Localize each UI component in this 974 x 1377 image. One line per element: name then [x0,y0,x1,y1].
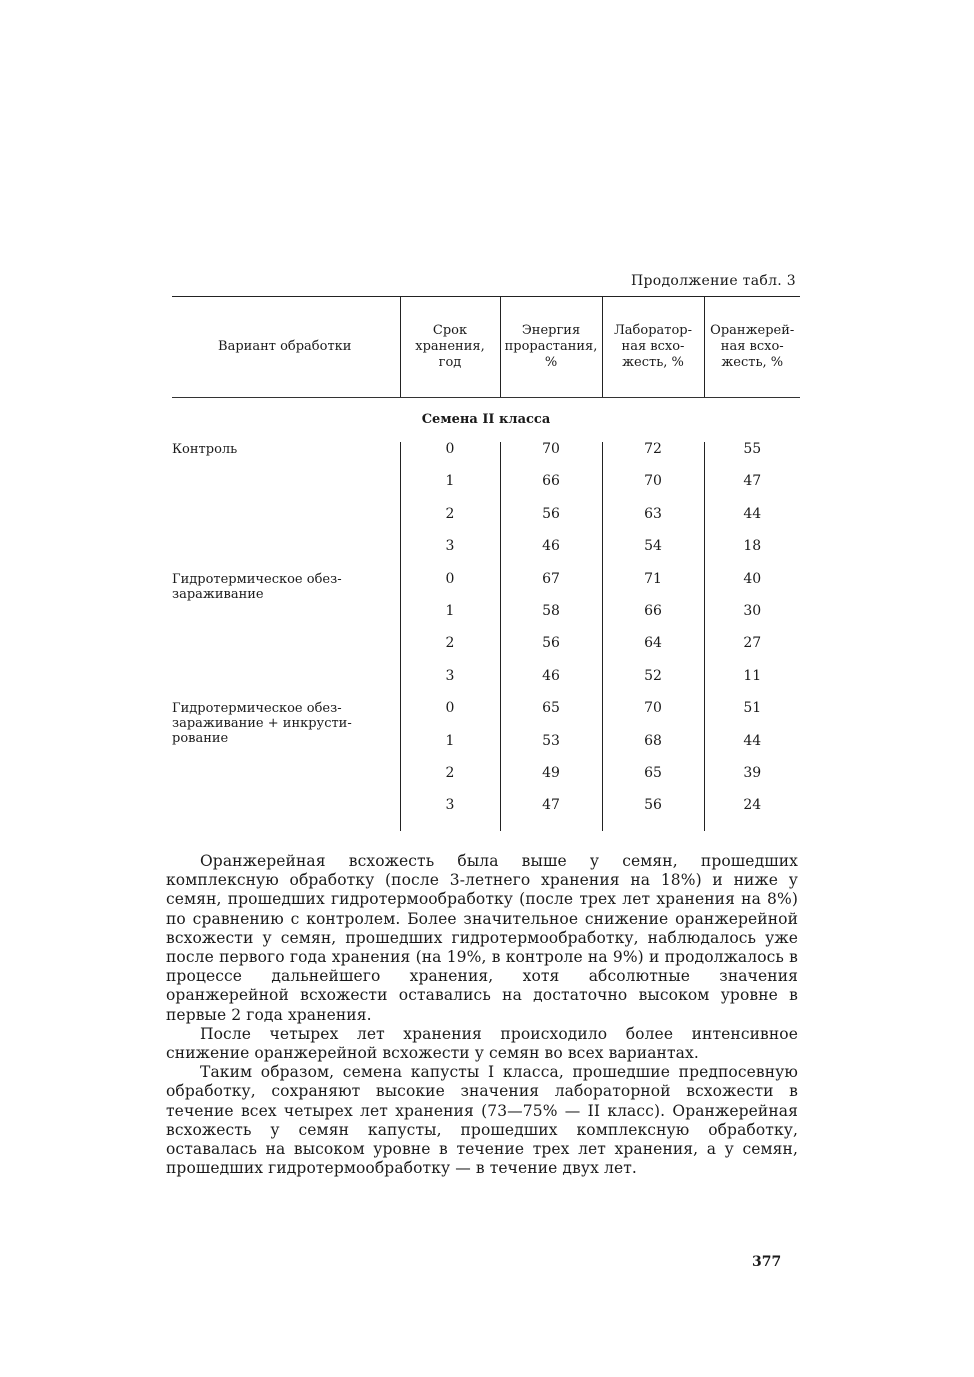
greenhouse-germination-cell: 40 [704,572,800,604]
storage-term-cell: 3 [400,539,500,571]
storage-term-cell: 2 [400,507,500,539]
header-lab-germination: Лабораторная всхожесть, % [602,297,704,397]
data-table [172,297,800,831]
lab-germination-cell: 71 [602,572,704,604]
header-greenhouse-germination: Оранжерейная всхожесть, % [704,297,800,397]
greenhouse-germination-cell: 18 [704,539,800,571]
table-row [172,442,800,474]
greenhouse-germination-cell: 44 [704,734,800,766]
page-number: 377 [752,1254,782,1270]
lab-germination-cell: 63 [602,507,704,539]
germination-energy-cell: 66 [500,474,602,506]
treatment-label: Контроль [172,442,238,457]
germination-energy-cell: 58 [500,604,602,636]
greenhouse-germination-cell: 55 [704,442,800,474]
germination-energy-cell: 47 [500,798,602,830]
storage-term-cell: 3 [400,669,500,701]
greenhouse-germination-cell: 51 [704,701,800,733]
lab-germination-cell: 54 [602,539,704,571]
body-text [166,852,798,1178]
greenhouse-germination-cell: 24 [704,798,800,830]
header-germination-energy: Энергия прорастания, % [500,297,602,397]
treatment-label: Гидротермическое обеззараживание + инкрустирование [172,701,352,747]
germination-energy-cell: 56 [500,507,602,539]
storage-term-cell: 1 [400,604,500,636]
treatment-label: Гидротермическое обеззараживание [172,571,342,602]
germination-energy-cell: 49 [500,766,602,798]
storage-term-cell: 0 [400,701,500,733]
paragraph: Оранжерейная всхожесть была выше у семян, прошедших комплексную обработку (после 3-летнего хранения на 18%) и ниже у семян, прошедших гидротермообработку (после трех лет хранения на 8%) по сравнению с контролем. Более значительное снижение оранжерейной всхожести у семян, прошедших гидротермообработку, наблюдалось уже после первого года хранения (на 19%, в контроле на 9%) и продолжалось в процессе дальнейшего хранения, хотя абсолютные значения оранжерейной всхожести оставались на достаточно высоком уровне в первые 2 года хранения. [166,852,798,1024]
lab-germination-cell: 72 [602,442,704,474]
germination-energy-cell: 67 [500,572,602,604]
header-treatment: Вариант обработки [218,339,352,354]
storage-term-cell: 1 [400,474,500,506]
data-table-block [172,296,800,831]
germination-energy-cell: 46 [500,669,602,701]
lab-germination-cell: 70 [602,474,704,506]
storage-term-cell: 2 [400,766,500,798]
table-header-row [172,297,800,397]
section-title: Семена II класса [421,412,551,427]
greenhouse-germination-cell: 30 [704,604,800,636]
header-storage-term: Срок хранения, год [400,297,500,397]
storage-term-cell: 1 [400,734,500,766]
storage-term-cell: 3 [400,798,500,830]
lab-germination-cell: 56 [602,798,704,830]
paragraph: После четырех лет хранения происходило более интенсивное снижение оранжерейной всхожести у семян во всех вариантах. [166,1024,798,1063]
section-row [172,398,800,442]
greenhouse-germination-cell: 27 [704,636,800,668]
storage-term-cell: 0 [400,572,500,604]
storage-term-cell: 2 [400,636,500,668]
table-caption: Продолжение табл. 3 [630,273,796,289]
lab-germination-cell: 65 [602,766,704,798]
table-row [172,572,800,604]
table-row [172,701,800,733]
greenhouse-germination-cell: 47 [704,474,800,506]
lab-germination-cell: 64 [602,636,704,668]
lab-germination-cell: 70 [602,701,704,733]
greenhouse-germination-cell: 11 [704,669,800,701]
germination-energy-cell: 53 [500,734,602,766]
germination-energy-cell: 46 [500,539,602,571]
paragraph: Таким образом, семена капусты I класса, прошедшие предпосевную обработку, сохраняют высокие значения лабораторной всхожести в течение всех четырех лет хранения (73—75% — II класс). Оранжерейная всхожесть у семян капусты, прошедших комплексную обработку, оставалась на высоком уровне в течение трех лет хранения, а у семян, прошедших гидротермообработку — в течение двух лет. [166,1063,798,1178]
greenhouse-germination-cell: 44 [704,507,800,539]
greenhouse-germination-cell: 39 [704,766,800,798]
germination-energy-cell: 56 [500,636,602,668]
germination-energy-cell: 65 [500,701,602,733]
lab-germination-cell: 52 [602,669,704,701]
lab-germination-cell: 68 [602,734,704,766]
germination-energy-cell: 70 [500,442,602,474]
lab-germination-cell: 66 [602,604,704,636]
storage-term-cell: 0 [400,442,500,474]
